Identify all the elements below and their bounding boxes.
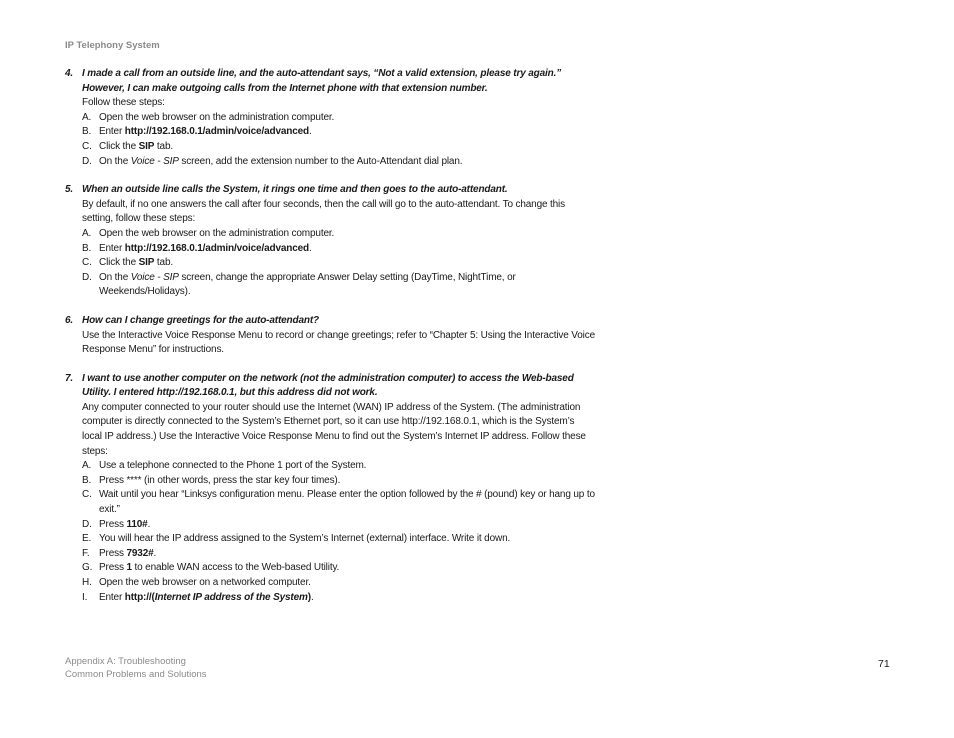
question-4 xyxy=(65,67,595,96)
step-letter: A. xyxy=(82,227,92,239)
step xyxy=(65,459,595,474)
step-text: You will hear the IP address assigned to the System’s Internet (external) interface. Write it down. xyxy=(99,533,511,545)
url-placeholder-text: Internet IP address of the System xyxy=(154,591,308,603)
step-text: Click the xyxy=(99,257,139,269)
step-text: On the xyxy=(99,271,131,283)
step-text: Click the xyxy=(99,140,139,152)
question-number: 6. xyxy=(65,314,74,326)
question-6 xyxy=(65,314,595,329)
step-letter: D. xyxy=(82,518,92,530)
question-text: When an outside line calls the System, it rings one time and then goes to the auto-attendant. xyxy=(82,184,508,196)
question-number: 7. xyxy=(65,372,74,384)
step xyxy=(65,256,595,271)
footer-section: Common Problems and Solutions xyxy=(65,668,207,680)
step-text: . xyxy=(153,547,157,559)
step-text: tab. xyxy=(154,257,174,269)
step xyxy=(65,242,595,257)
step-text: Wait until you hear “Linksys configuration menu. Please enter the option followed by the # (pound) key or hang up to exit.” xyxy=(99,489,595,516)
step-text: Open the web browser on a networked computer. xyxy=(99,577,311,588)
step-letter: A. xyxy=(82,111,92,123)
step-letter: B. xyxy=(82,242,92,254)
step xyxy=(65,561,595,576)
url-text: http://192.168.0.1/admin/voice/advanced xyxy=(124,126,310,138)
step-text: Enter xyxy=(99,591,125,603)
step xyxy=(65,111,595,126)
screen-name-text: Voice - SIP xyxy=(130,155,179,167)
step-text: Use a telephone connected to the Phone 1 port of the System. xyxy=(99,460,367,472)
step-letter: D. xyxy=(82,155,92,167)
question-text: I want to use another computer on the network (not the administration computer) to access the Web-based Utility. I entered http://192.168.0.1, but this address did not work. xyxy=(82,372,574,399)
screen-name-text: Voice - SIP xyxy=(130,271,179,283)
step-text: screen, change the appropriate Answer Delay setting (DayTime, NightTime, or Weekends/Holidays). xyxy=(99,271,516,298)
footer xyxy=(65,656,207,681)
step-letter: I. xyxy=(82,591,88,603)
step xyxy=(65,591,595,606)
question-number: 4. xyxy=(65,68,74,79)
step-letter: G. xyxy=(82,562,93,574)
step xyxy=(65,547,595,562)
step-letter: B. xyxy=(82,126,92,138)
step-text: Open the web browser on the administration computer. xyxy=(99,227,335,239)
question-7 xyxy=(65,372,595,401)
step-text: . xyxy=(147,518,151,530)
step-letter: C. xyxy=(82,140,92,152)
step-letter: C. xyxy=(82,489,92,501)
step-text: screen, add the extension number to the Auto-Attendant dial plan. xyxy=(178,155,463,167)
step xyxy=(65,576,595,591)
step-letter: F. xyxy=(82,547,90,559)
answer-intro: Any computer connected to your router should use the Internet (WAN) IP address of the System. (The administration computer is directly connected to the System’s Ethernet port, so it can use http://192.168.0.1, which is the System’s local IP address.) Use the Interactive Voice Response Menu to find out the System’s Internet IP address. Follow these steps: xyxy=(82,401,586,457)
footer-chapter: Appendix A: Troubleshooting xyxy=(65,656,186,667)
url-text: http://( xyxy=(124,591,155,603)
key-code-text: 110# xyxy=(126,518,148,530)
step xyxy=(65,518,595,533)
step xyxy=(65,227,595,242)
step-text: Press xyxy=(99,518,127,530)
key-code-text: 1 xyxy=(126,562,132,574)
step-text: . xyxy=(309,242,312,254)
step-text: Enter xyxy=(99,242,125,254)
running-header: IP Telephony System xyxy=(65,40,160,51)
answer-intro: Use the Interactive Voice Response Menu to record or change greetings; refer to “Chapter 5: Using the Interactive Voice Response Menu” for instructions. xyxy=(82,329,595,356)
step xyxy=(65,271,595,300)
url-text: ) xyxy=(307,591,311,603)
step-text: Press **** (in other words, press the star key four times). xyxy=(99,474,341,486)
step-letter: E. xyxy=(82,533,92,545)
url-text: http://192.168.0.1/admin/voice/advanced xyxy=(124,242,310,254)
page-number: 71 xyxy=(878,658,890,670)
step-text: . xyxy=(309,126,312,138)
step-letter: C. xyxy=(82,257,92,269)
answer-intro: By default, if no one answers the call after four seconds, then the call will go to the auto-attendant. To change this setting, follow these steps: xyxy=(82,198,565,225)
document-body xyxy=(65,67,595,605)
step xyxy=(65,155,595,170)
step-letter: B. xyxy=(82,474,92,486)
step xyxy=(65,125,595,140)
step-text: Enter xyxy=(99,126,125,138)
step-text: tab. xyxy=(154,140,174,152)
step xyxy=(65,474,595,489)
question-text: How can I change greetings for the auto-attendant? xyxy=(82,314,319,326)
step-text: . xyxy=(310,591,314,603)
answer-intro: Follow these steps: xyxy=(82,97,165,109)
step-text: Press xyxy=(99,562,127,574)
step xyxy=(65,140,595,155)
step-text: On the xyxy=(99,155,131,167)
step xyxy=(65,532,595,547)
step-letter: H. xyxy=(82,577,92,588)
step-text: Press xyxy=(99,547,127,559)
key-code-text: 7932# xyxy=(126,547,154,559)
question-5 xyxy=(65,183,595,198)
step-letter: D. xyxy=(82,271,92,283)
step-letter: A. xyxy=(82,460,92,472)
step-text: Open the web browser on the administration computer. xyxy=(99,111,335,123)
tab-name-text: SIP xyxy=(138,140,155,152)
tab-name-text: SIP xyxy=(138,257,155,269)
step-text: to enable WAN access to the Web-based Utility. xyxy=(131,562,340,574)
question-number: 5. xyxy=(65,184,74,196)
question-text: I made a call from an outside line, and the auto-attendant says, “Not a valid extension, please try again.” However, I can make outgoing calls from the Internet phone with that extension number. xyxy=(82,68,562,94)
step xyxy=(65,488,595,517)
